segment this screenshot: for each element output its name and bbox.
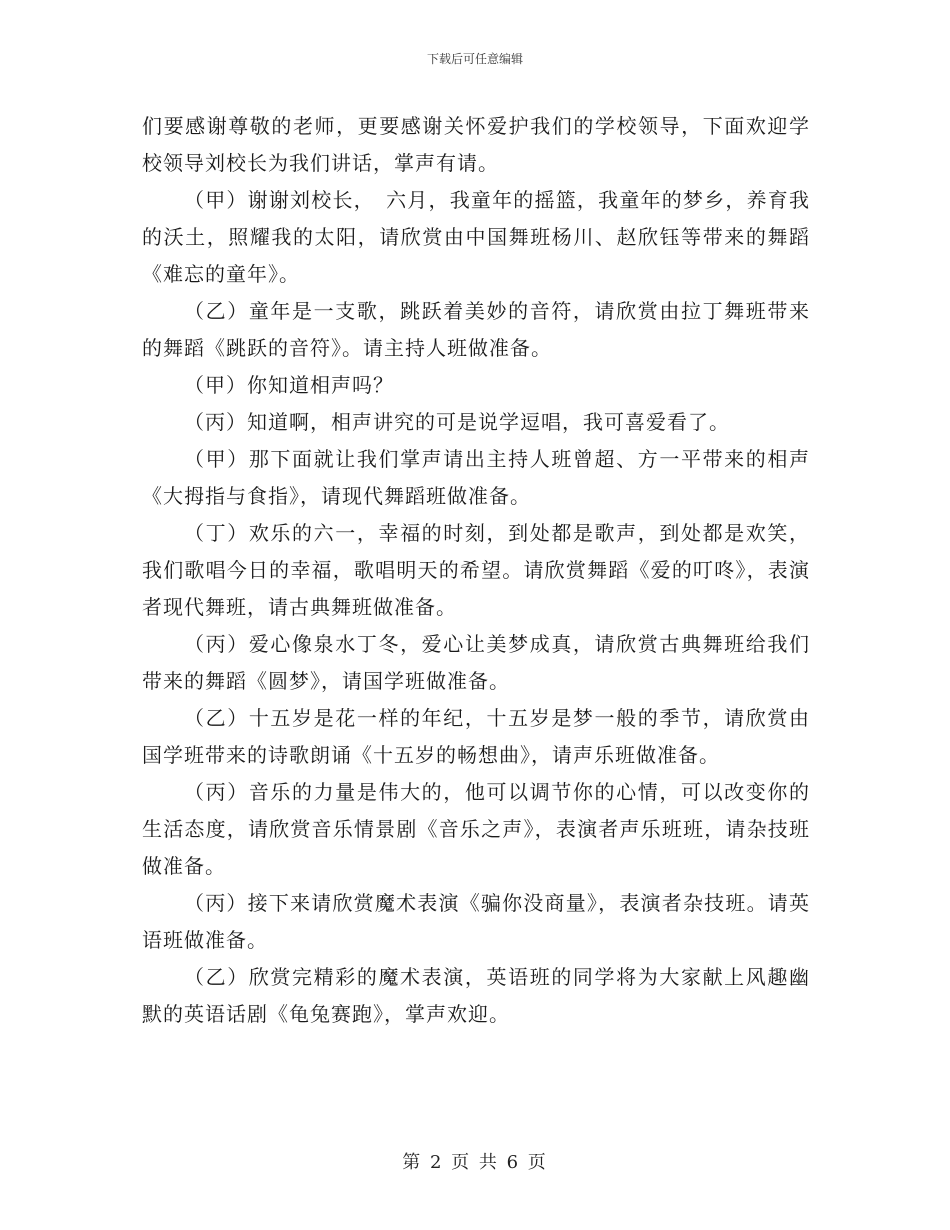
paragraph: （乙）十五岁是花一样的年纪，十五岁是梦一般的季节，请欣赏由国学班带来的诗歌朗诵《十五岁的畅想曲》，请声乐班做准备。 (142, 706, 810, 767)
page-number: 第 2 页 共 6 页 (402, 1152, 548, 1173)
paragraph: （乙）欣赏完精彩的魔术表演，英语班的同学将为大家献上风趣幽默的英语话剧《龟兔赛跑》，掌声欢迎。 (142, 965, 810, 1026)
paragraph: （丙）知道啊，相声讲究的可是说学逗唱，我可喜爱看了。 (184, 410, 730, 434)
document-body (142, 108, 810, 1033)
paragraph: （丙）接下来请欣赏魔术表演《骗你没商量》，表演者杂技班。请英语班做准备。 (142, 891, 810, 952)
paragraph: （甲）谢谢刘校长， 六月，我童年的摇篮，我童年的梦乡，养育我的沃土，照耀我的太阳，请欣赏由中国舞班杨川、赵欣钰等带来的舞蹈《难忘的童年》。 (142, 188, 810, 286)
paragraph-continued: 们要感谢尊敬的老师，更要感谢关怀爱护我们的学校领导，下面欢迎学校领导刘校长为我们讲话，掌声有请。 (142, 114, 810, 175)
page-header: 下载后可任意编辑 (426, 52, 523, 66)
paragraph: （乙）童年是一支歌，跳跃着美妙的音符，请欣赏由拉丁舞班带来的舞蹈《跳跃的音符》。请主持人班做准备。 (142, 299, 810, 360)
paragraph: （丁）欢乐的六一，幸福的时刻，到处都是歌声，到处都是欢笑，我们歌唱今日的幸福，歌唱明天的希望。请欣赏舞蹈《爱的叮咚》，表演者现代舞班，请古典舞班做准备。 (142, 521, 810, 619)
paragraph: （甲）你知道相声吗？ (184, 373, 394, 397)
paragraph: （丙）音乐的力量是伟大的，他可以调节你的心情，可以改变你的生活态度，请欣赏音乐情景剧《音乐之声》，表演者声乐班班，请杂技班做准备。 (142, 780, 810, 878)
paragraph: （甲）那下面就让我们掌声请出主持人班曾超、方一平带来的相声《大拇指与食指》，请现代舞蹈班做准备。 (142, 447, 810, 508)
paragraph: （丙）爱心像泉水丁冬，爱心让美梦成真，请欣赏古典舞班给我们带来的舞蹈《圆梦》，请国学班做准备。 (142, 632, 810, 693)
